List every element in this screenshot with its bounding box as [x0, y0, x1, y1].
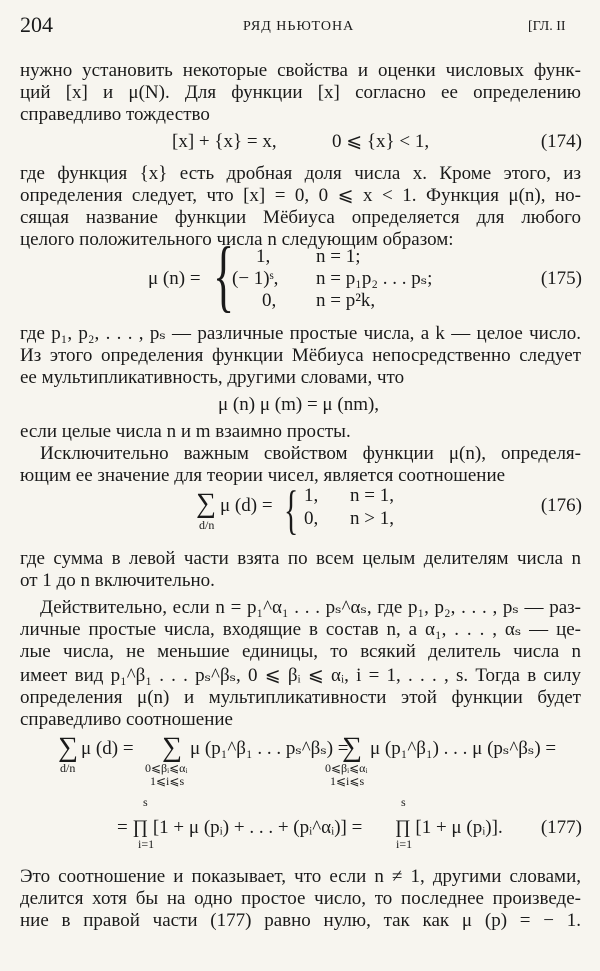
text-line: ее мультипликативность, другими словами, что	[20, 367, 405, 388]
equation-number: (177)	[540, 817, 582, 838]
left-brace: {	[213, 232, 235, 320]
equation-177-term: μ (p₁^β₁) . . . μ (pₛ^βₛ) =	[370, 738, 557, 759]
text-line: где p₁, p₂, . . . , pₛ — различные простые числа, а k — целое число.	[20, 323, 581, 344]
text-line: если целые числа n и m взаимно просты.	[20, 421, 351, 442]
case-condition: n = 1,	[350, 485, 394, 506]
text-line: личные простые числа, входящие в состав n, а α₁, . . . , αₛ — це-	[20, 619, 581, 640]
case-value: (− 1)ˢ,	[232, 268, 279, 289]
sum-condition: 1⩽i⩽s	[150, 774, 185, 788]
text-line: Действительно, если n = p₁^α₁ . . . pₛ^αₛ, где p₁, p₂, . . . , pₛ — раз-	[40, 597, 581, 618]
sum-symbol: ∑	[162, 732, 182, 763]
text-line: сящая название функции Мёбиуса определяется для любого	[20, 207, 581, 228]
text-line: определения следует, что [x] = 0, 0 ⩽ x < 1. Функция μ(n), но-	[20, 185, 581, 206]
product-lower: i=1	[396, 837, 413, 851]
running-title: РЯД НЬЮТОНА	[243, 19, 355, 34]
case-value: 1,	[256, 246, 271, 267]
sum-index: d/n	[60, 761, 76, 775]
equation-number: (176)	[540, 495, 582, 516]
equation-177-row2: = ∏ [1 + μ (pᵢ) + . . . + (pᵢ^αᵢ)] =	[117, 817, 363, 838]
text-line: где сумма в левой части взята по всем целым делителям числа n	[20, 548, 581, 569]
text-line: где функция {x} есть дробная доля числа x. Кроме этого, из	[20, 163, 581, 184]
text-line: ций [x] и μ(N). Для функции [x] согласно ее определению	[20, 82, 581, 103]
text-line: ние в правой части (177) равно нулю, так как μ (p) = − 1.	[20, 910, 581, 931]
text-line: ющим ее значение для теории чисел, является соотношение	[20, 465, 506, 486]
sum-symbol: ∑	[196, 488, 216, 519]
text-line: Это соотношение и показывает, что если n ≠ 1, другими словами,	[20, 866, 581, 887]
equation-number: (175)	[540, 268, 582, 289]
sum-condition: 0⩽βᵢ⩽αᵢ	[325, 761, 368, 775]
multiplicativity-equation: μ (n) μ (m) = μ (nm),	[218, 394, 380, 415]
equation-177-lhs: μ (d) =	[81, 738, 134, 759]
case-value: 1,	[304, 485, 319, 506]
left-brace: {	[284, 480, 299, 540]
product-upper: s	[401, 795, 406, 809]
case-condition: n > 1,	[350, 508, 394, 529]
case-condition: n = p₁p₂ . . . pₛ;	[316, 268, 433, 289]
sum-symbol: ∑	[342, 732, 362, 763]
case-condition: n = 1;	[316, 246, 361, 267]
equation-176-lhs: μ (d) =	[220, 495, 273, 516]
equation-177-row2b: ∏ [1 + μ (pᵢ)].	[395, 817, 503, 838]
text-line: делится хотя бы на одно простое число, то последнее произведе-	[20, 888, 581, 909]
text-line: нужно установить некоторые свойства и оценки числовых функ-	[20, 60, 581, 81]
text-line: справедливо тождество	[20, 104, 210, 125]
text-line: от 1 до n включительно.	[20, 570, 215, 591]
case-value: 0,	[262, 290, 277, 311]
equation-175-lhs: μ (n) =	[148, 268, 201, 289]
sum-symbol: ∑	[58, 732, 78, 763]
case-value: 0,	[304, 508, 319, 529]
product-upper: s	[143, 795, 148, 809]
sum-condition: 0⩽βᵢ⩽αᵢ	[145, 761, 188, 775]
text-line: Исключительно важным свойством функции μ(n), определя-	[40, 443, 581, 464]
text-line: справедливо соотношение	[20, 709, 233, 730]
text-line: определения μ(n) и мультипликативности этой функции будет	[20, 687, 581, 708]
case-condition: n = p²k,	[316, 290, 376, 311]
sum-index: d/n	[199, 518, 215, 532]
equation-174-right: 0 ⩽ {x} < 1,	[332, 131, 430, 152]
sum-condition: 1⩽i⩽s	[330, 774, 365, 788]
text-line: Из этого определения функции Мёбиуса непосредственно следует	[20, 345, 581, 366]
text-line: имеет вид p₁^β₁ . . . pₛ^βₛ, 0 ⩽ βᵢ ⩽ αᵢ, i = 1, . . . , s. Тогда в силу	[20, 665, 581, 686]
product-lower: i=1	[138, 837, 155, 851]
equation-177-term: μ (p₁^β₁ . . . pₛ^βₛ) =	[190, 738, 349, 759]
text-line: лые числа, не меньшие единицы, то всякий делитель числа n	[20, 641, 581, 662]
equation-number: (174)	[540, 131, 582, 152]
text-line: целого положительного числа n следующим образом:	[20, 229, 454, 250]
chapter-label: [ГЛ. II	[528, 19, 566, 34]
equation-174-left: [x] + {x} = x,	[172, 131, 277, 152]
page-number: 204	[20, 12, 53, 37]
